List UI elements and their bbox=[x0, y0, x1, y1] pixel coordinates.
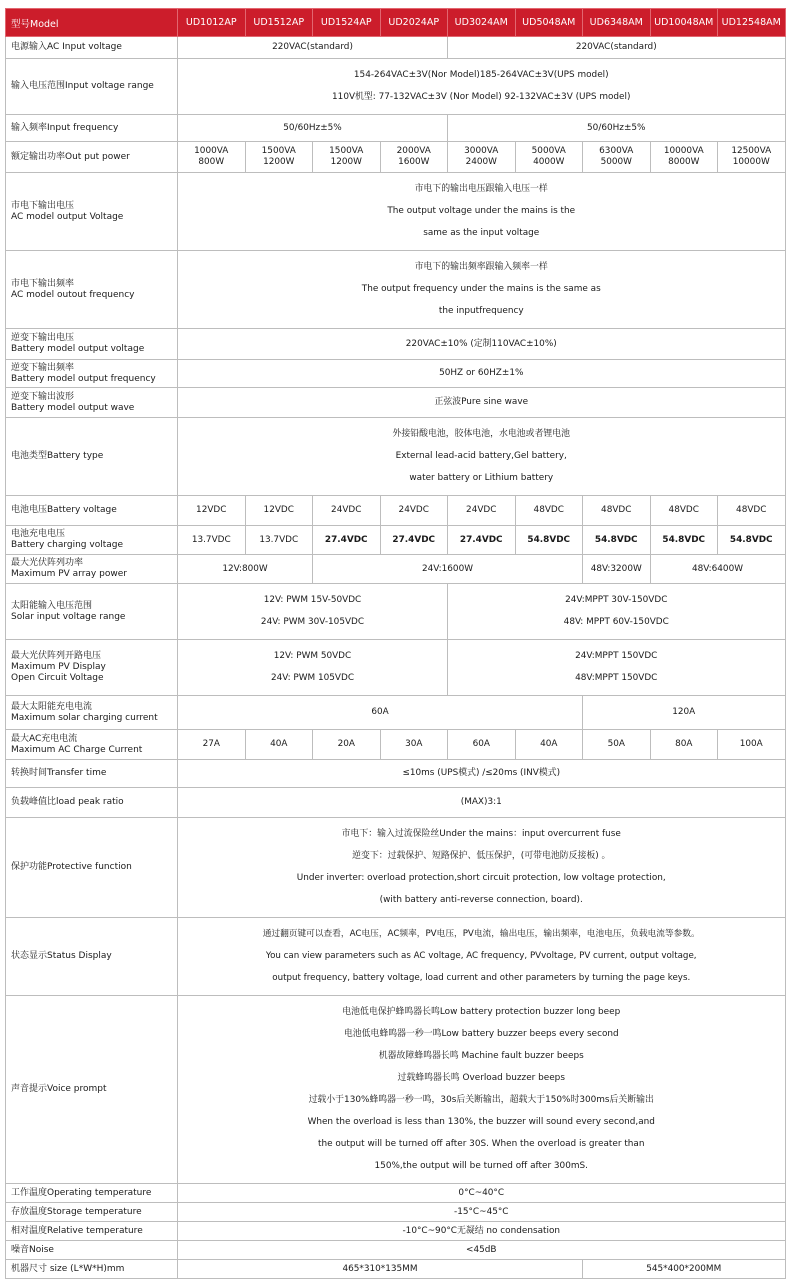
value-line: 机器故障蜂鸣器长鸣 Machine fault buzzer beeps bbox=[378, 1051, 584, 1061]
row-battery-output-voltage bbox=[6, 329, 786, 360]
row-label: 额定输出功率Out put power bbox=[6, 142, 178, 173]
row-label bbox=[6, 526, 178, 555]
value-cell: 48VDC bbox=[650, 496, 718, 526]
row-label: 电池类型Battery type bbox=[6, 418, 178, 496]
row-label-en: Solar input voltage range bbox=[11, 611, 126, 622]
row-label: 输入电压范围Input voltage range bbox=[6, 59, 178, 115]
value-line: 通过翻页键可以查看，AC电压，AC频率，PV电压，PV电流，输出电压，输出频率，电池电压，负载电流等参数。 bbox=[262, 929, 700, 939]
row-label-cn: 最大AC充电电流 bbox=[11, 733, 78, 744]
value-cell: 27A bbox=[178, 730, 246, 760]
row-label bbox=[6, 584, 178, 640]
value-line: External lead-acid battery,Gel battery, bbox=[395, 451, 567, 461]
header-model: UD5048AM bbox=[515, 9, 583, 37]
header-model: UD10048AM bbox=[650, 9, 718, 37]
value-cell: 54.8VDC bbox=[583, 526, 651, 555]
row-label: 保护功能Protective function bbox=[6, 818, 178, 918]
row-label: 转换时间Transfer time bbox=[6, 760, 178, 788]
value-cell: 12VDC bbox=[178, 496, 246, 526]
value-cell: 50A bbox=[583, 730, 651, 760]
row-label-en: Maximum PV Display bbox=[11, 662, 106, 672]
value-cell bbox=[448, 584, 786, 640]
header-model-label: 型号Model bbox=[6, 9, 178, 37]
value-line: 110V机型: 77-132VAC±3V (Nor Model) 92-132VAC±3V (UPS model) bbox=[332, 92, 631, 102]
value-line: same as the input voltage bbox=[423, 228, 540, 238]
value-cell: 48VDC bbox=[515, 496, 583, 526]
row-transfer-time bbox=[6, 760, 786, 788]
value-cell: 1000VA 800W bbox=[178, 142, 246, 173]
row-label bbox=[6, 329, 178, 360]
value-cell: 1500VA 1200W bbox=[313, 142, 381, 173]
value-cell: 5000VA 4000W bbox=[515, 142, 583, 173]
value-cell: 6300VA 5000W bbox=[583, 142, 651, 173]
value-cell: 80A bbox=[650, 730, 718, 760]
header-model: UD1512AP bbox=[245, 9, 313, 37]
value-cell: 40A bbox=[515, 730, 583, 760]
value-cell: 3000VA 2400W bbox=[448, 142, 516, 173]
row-label: 工作温度Operating temperature bbox=[6, 1184, 178, 1203]
value-cell: 54.8VDC bbox=[650, 526, 718, 555]
row-label-en: Battery model output frequency bbox=[11, 373, 156, 384]
spec-sheet bbox=[5, 8, 785, 1279]
header-model: UD2024AP bbox=[380, 9, 448, 37]
value-cell: 1500VA 1200W bbox=[245, 142, 313, 173]
value-line: output frequency, battery voltage, load current and other parameters by turning the page keys. bbox=[272, 973, 691, 983]
row-battery-output-wave bbox=[6, 388, 786, 418]
row-label: 声音提示Voice prompt bbox=[6, 996, 178, 1184]
value-cell bbox=[178, 251, 786, 329]
row-max-ac-charge bbox=[6, 730, 786, 760]
row-label bbox=[6, 696, 178, 730]
value-cell: 0°C~40°C bbox=[178, 1184, 786, 1203]
row-dimensions bbox=[6, 1260, 786, 1279]
value-cell: 13.7VDC bbox=[178, 526, 246, 555]
row-label: 负载峰值比load peak ratio bbox=[6, 788, 178, 818]
row-label-en: AC model output Voltage bbox=[11, 211, 124, 222]
value-line: 24V:MPPT 150VDC bbox=[575, 651, 658, 661]
value-line: the output will be turned off after 30S. When the overload is greater than bbox=[317, 1139, 645, 1149]
value-line: 逆变下：过载保护、短路保护、低压保护，(可带电池防反接板) 。 bbox=[352, 851, 611, 861]
value-line: 154-264VAC±3V(Nor Model)185-264VAC±3V(UPS model) bbox=[353, 70, 609, 80]
value-line: 48V:MPPT 150VDC bbox=[575, 673, 658, 683]
value-cell: 24VDC bbox=[448, 496, 516, 526]
value-cell: <45dB bbox=[178, 1241, 786, 1260]
value-cell: 54.8VDC bbox=[718, 526, 786, 555]
value-cell: 220VAC(standard) bbox=[178, 37, 448, 59]
header-row bbox=[6, 9, 786, 37]
value-cell: 465*310*135MM bbox=[178, 1260, 583, 1279]
value-line: 电池低电保护蜂鸣器长鸣Low battery protection buzzer long beep bbox=[342, 1007, 621, 1017]
value-cell: 54.8VDC bbox=[515, 526, 583, 555]
value-cell bbox=[178, 59, 786, 115]
row-label-cn: 最大光伏阵列功率 bbox=[11, 558, 84, 568]
row-solar-input-range bbox=[6, 584, 786, 640]
value-cell: 24VDC bbox=[313, 496, 381, 526]
value-line: 24V: PWM 105VDC bbox=[270, 673, 355, 683]
value-cell: 10000VA 8000W bbox=[650, 142, 718, 173]
row-ac-output-frequency bbox=[6, 251, 786, 329]
value-cell bbox=[178, 584, 448, 640]
value-cell: 24V:1600W bbox=[313, 555, 583, 584]
value-cell: 60A bbox=[448, 730, 516, 760]
row-relative-temp bbox=[6, 1222, 786, 1241]
row-label: 电池电压Battery voltage bbox=[6, 496, 178, 526]
row-label-cn: 逆变下输出电压 bbox=[11, 333, 75, 343]
value-line: The output voltage under the mains is the bbox=[387, 206, 576, 216]
value-cell: 2000VA 1600W bbox=[380, 142, 448, 173]
row-label: 噪音Noise bbox=[6, 1241, 178, 1260]
value-cell: 20A bbox=[313, 730, 381, 760]
value-line: 市电下的输出频率跟输入频率一样 bbox=[414, 262, 548, 272]
value-cell: 27.4VDC bbox=[313, 526, 381, 555]
row-label-cn: 太阳能输入电压范围 bbox=[11, 600, 93, 611]
row-label-cn: 电池充电电压 bbox=[11, 529, 66, 539]
value-cell: 27.4VDC bbox=[448, 526, 516, 555]
value-cell: -15°C~45°C bbox=[178, 1203, 786, 1222]
spec-table bbox=[5, 8, 786, 1279]
row-label: 机器尺寸 size (L*W*H)mm bbox=[6, 1260, 178, 1279]
row-max-pv-power bbox=[6, 555, 786, 584]
value-cell: 60A bbox=[178, 696, 583, 730]
value-cell bbox=[178, 918, 786, 996]
row-battery-type bbox=[6, 418, 786, 496]
row-battery-voltage bbox=[6, 496, 786, 526]
value-cell bbox=[178, 640, 448, 696]
row-input-voltage-range bbox=[6, 59, 786, 115]
value-line: 过载蜂鸣器长鸣 Overload buzzer beeps bbox=[397, 1073, 565, 1083]
value-cell: 12500VA 10000W bbox=[718, 142, 786, 173]
value-line: 12V: PWM 50VDC bbox=[273, 651, 352, 661]
row-battery-output-frequency bbox=[6, 360, 786, 388]
row-ac-output-voltage bbox=[6, 173, 786, 251]
row-input-voltage bbox=[6, 37, 786, 59]
value-cell: 220VAC(standard) bbox=[448, 37, 786, 59]
value-cell bbox=[178, 173, 786, 251]
value-line: Under inverter: overload protection,short circuit protection, low voltage protection, bbox=[296, 873, 666, 883]
value-cell: 30A bbox=[380, 730, 448, 760]
row-label bbox=[6, 360, 178, 388]
value-cell: 13.7VDC bbox=[245, 526, 313, 555]
row-max-solar-current bbox=[6, 696, 786, 730]
row-label-en: Maximum AC Charge Current bbox=[11, 744, 143, 755]
row-storage-temp bbox=[6, 1203, 786, 1222]
row-input-frequency bbox=[6, 115, 786, 142]
row-label-cn: 市电下输出电压 bbox=[11, 200, 75, 211]
value-line: 电池低电蜂鸣器一秒一鸣Low battery buzzer beeps every second bbox=[343, 1029, 619, 1039]
row-label-en: Battery charging voltage bbox=[11, 540, 123, 550]
value-line: water battery or Lithium battery bbox=[409, 473, 554, 483]
value-cell: 545*400*200MM bbox=[583, 1260, 786, 1279]
value-line: 市电下的输出电压跟输入电压一样 bbox=[414, 184, 548, 194]
header-model: UD12548AM bbox=[718, 9, 786, 37]
row-label bbox=[6, 730, 178, 760]
row-label-cn: 逆变下输出波形 bbox=[11, 391, 75, 402]
value-cell: 48VDC bbox=[583, 496, 651, 526]
value-line: When the overload is less than 130%, the buzzer will sound every second,and bbox=[307, 1117, 655, 1127]
value-cell: 12VDC bbox=[245, 496, 313, 526]
row-label bbox=[6, 555, 178, 584]
value-cell bbox=[448, 640, 786, 696]
value-cell bbox=[178, 996, 786, 1184]
row-label-en: AC model outout frequency bbox=[11, 289, 135, 300]
value-cell: 40A bbox=[245, 730, 313, 760]
row-label bbox=[6, 388, 178, 418]
row-status-display bbox=[6, 918, 786, 996]
row-max-pv-voc bbox=[6, 640, 786, 696]
value-line: The output frequency under the mains is the same as bbox=[361, 284, 601, 294]
value-cell: 24VDC bbox=[380, 496, 448, 526]
row-label-en: Open Circuit Voltage bbox=[11, 673, 104, 683]
row-label: 存放温度Storage temperature bbox=[6, 1203, 178, 1222]
value-line: 48V: MPPT 60V-150VDC bbox=[563, 617, 669, 627]
value-cell: 27.4VDC bbox=[380, 526, 448, 555]
row-label-cn: 最大光伏阵列开路电压 bbox=[11, 651, 102, 661]
row-protective-function bbox=[6, 818, 786, 918]
row-voice-prompt bbox=[6, 996, 786, 1184]
value-line: 市电下：输入过流保险丝Under the mains：input overcurrent fuse bbox=[341, 829, 621, 839]
value-line: 24V:MPPT 30V-150VDC bbox=[565, 595, 668, 605]
row-label-en: Battery model output wave bbox=[11, 402, 135, 413]
row-label-cn: 最大太阳能充电电流 bbox=[11, 701, 93, 712]
value-cell: 正弦波Pure sine wave bbox=[178, 388, 786, 418]
value-line: 24V: PWM 30V-105VDC bbox=[260, 617, 365, 627]
row-label-en: Battery model output voltage bbox=[11, 344, 145, 354]
value-line: 过载小于130%蜂鸣器一秒一鸣，30s后关断输出，超载大于150%时300ms后关断输出 bbox=[308, 1095, 654, 1105]
value-cell: (MAX)3:1 bbox=[178, 788, 786, 818]
row-label: 相对温度Relative temperature bbox=[6, 1222, 178, 1241]
header-model: UD6348AM bbox=[583, 9, 651, 37]
value-cell: 50/60Hz±5% bbox=[178, 115, 448, 142]
value-cell: -10°C~90°C无凝结 no condensation bbox=[178, 1222, 786, 1241]
row-label-cn: 逆变下输出频率 bbox=[11, 362, 75, 373]
value-cell: 220VAC±10% (定制110VAC±10%) bbox=[178, 329, 786, 360]
row-battery-charging-voltage bbox=[6, 526, 786, 555]
value-cell: 48V:3200W bbox=[583, 555, 651, 584]
row-label bbox=[6, 640, 178, 696]
value-line: 12V: PWM 15V-50VDC bbox=[263, 595, 362, 605]
row-label-en: Maximum PV array power bbox=[11, 569, 127, 579]
row-load-peak-ratio bbox=[6, 788, 786, 818]
row-label: 输入频率Input frequency bbox=[6, 115, 178, 142]
row-label: 电源输入AC Input voltage bbox=[6, 37, 178, 59]
value-cell: 12V:800W bbox=[178, 555, 313, 584]
value-cell: ≤10ms (UPS模式) /≤20ms (INV模式) bbox=[178, 760, 786, 788]
row-label: 状态显示Status Display bbox=[6, 918, 178, 996]
value-line: the inputfrequency bbox=[438, 306, 524, 316]
value-cell: 48V:6400W bbox=[650, 555, 785, 584]
row-label-cn: 市电下输出频率 bbox=[11, 278, 75, 289]
value-line: (with battery anti-reverse connection, board). bbox=[379, 895, 583, 905]
value-cell bbox=[178, 818, 786, 918]
value-line: You can view parameters such as AC voltage, AC frequency, PVvoltage, PV current, output voltage, bbox=[265, 951, 697, 961]
row-label bbox=[6, 251, 178, 329]
value-cell: 50/60Hz±5% bbox=[448, 115, 786, 142]
row-label-en: Maximum solar charging current bbox=[11, 712, 158, 723]
value-line: 150%,the output will be turned off after 300mS. bbox=[374, 1161, 588, 1171]
row-label bbox=[6, 173, 178, 251]
value-cell: 100A bbox=[718, 730, 786, 760]
value-cell bbox=[178, 418, 786, 496]
value-cell: 120A bbox=[583, 696, 786, 730]
row-operating-temp bbox=[6, 1184, 786, 1203]
value-cell: 48VDC bbox=[718, 496, 786, 526]
header-model: UD3024AM bbox=[448, 9, 516, 37]
header-model: UD1012AP bbox=[178, 9, 246, 37]
value-line: 外接铅酸电池，胶体电池，水电池或者锂电池 bbox=[392, 429, 570, 439]
value-cell: 50HZ or 60HZ±1% bbox=[178, 360, 786, 388]
row-output-power bbox=[6, 142, 786, 173]
row-noise bbox=[6, 1241, 786, 1260]
header-model: UD1524AP bbox=[313, 9, 381, 37]
